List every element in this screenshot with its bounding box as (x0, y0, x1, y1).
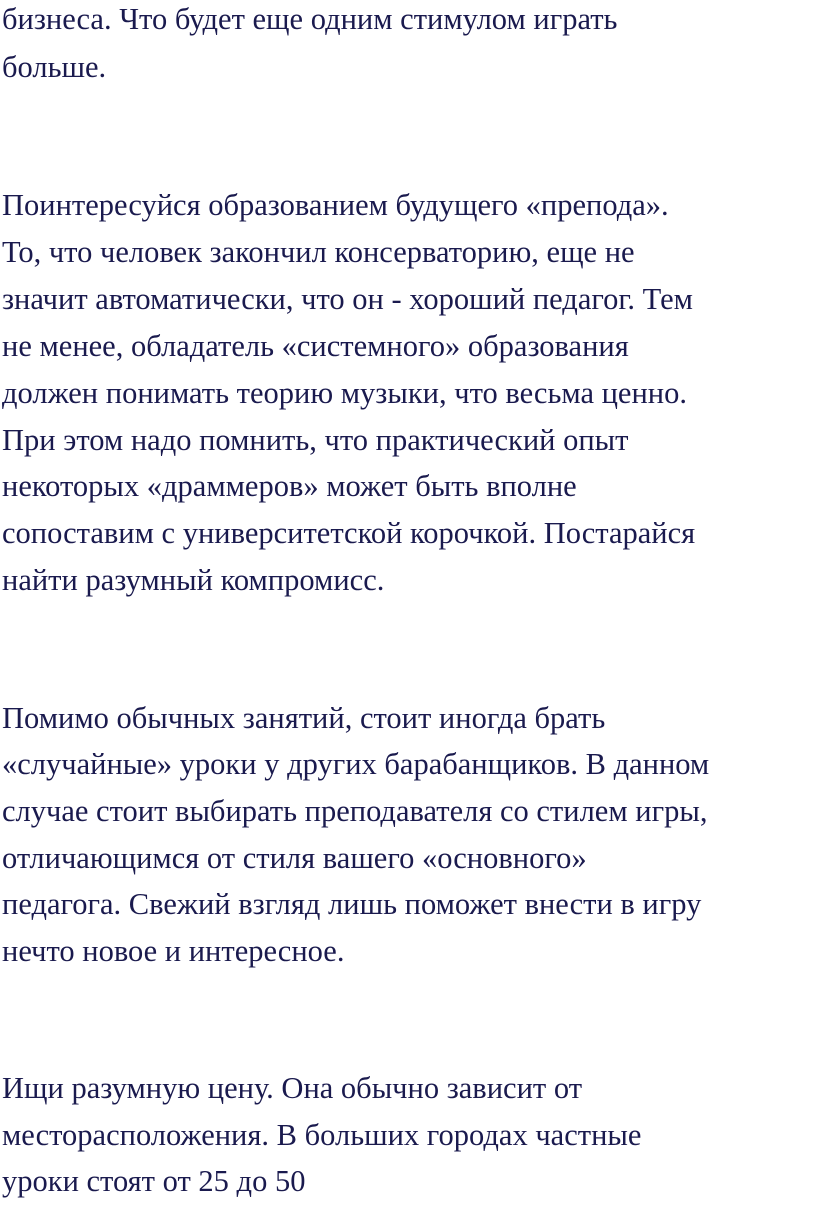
paragraph-4-line-2: месторасположения. В больших городах частные (2, 1118, 642, 1152)
paragraph-2-line-7: некоторых «драммеров» может быть вполне (2, 469, 577, 503)
paragraph-2-line-1: Поинтересуйся образованием будущего «препода». (2, 188, 669, 222)
paragraph-2-line-6: При этом надо помнить, что практический опыт (2, 423, 629, 457)
paragraph-3-line-1: Помимо обычных занятий, стоит иногда брать (2, 701, 606, 735)
paragraph-3-line-2: «случайные» уроки у других барабанщиков. В данном (2, 747, 710, 781)
paragraph-3-line-3: случае стоит выбирать преподавателя со стилем игры, (2, 794, 708, 828)
paragraph-4-line-1: Ищи разумную цену. Она обычно зависит от (2, 1071, 583, 1105)
paragraph-2-line-8: сопоставим с университетской корочкой. Постарайся (2, 516, 696, 550)
paragraph-2-line-3: значит автоматически, что он - хороший педагог. Тем (2, 282, 693, 316)
paragraph-2-line-2: То, что человек закончил консерваторию, еще не (2, 235, 635, 269)
paragraph-3-line-4: отличающимся от стиля вашего «основного» (2, 841, 587, 875)
paragraph-1-line-1: бизнеса. Что будет еще одним стимулом играть (2, 2, 618, 36)
paragraph-4-line-3: уроки стоят от 25 до 50 (2, 1164, 306, 1198)
paragraph-3-line-6: нечто новое и интересное. (2, 934, 345, 968)
paragraph-2-line-4: не менее, обладатель «системного» образования (2, 329, 629, 363)
paragraph-2-line-9: найти разумный компромисс. (2, 563, 385, 597)
paragraph-3-line-5: педагога. Свежий взгляд лишь поможет внести в игру (2, 887, 702, 921)
paragraph-1-line-2: больше. (2, 50, 107, 84)
paragraph-2-line-5: должен понимать теорию музыки, что весьма ценно. (2, 376, 687, 410)
